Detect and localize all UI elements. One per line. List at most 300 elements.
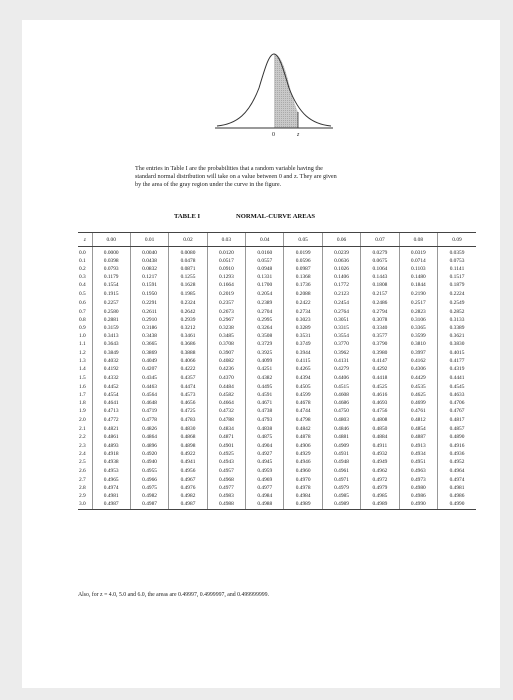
area-cell: 0.4706	[438, 399, 476, 407]
z-value-cell: 1.4	[79, 366, 86, 373]
area-cell: 0.2910	[130, 316, 168, 324]
area-cell: 0.3531	[284, 332, 322, 340]
area-cell: 0.4934	[399, 450, 437, 458]
area-cell: 0.1217	[130, 273, 168, 281]
z-value-cell: 0.5	[79, 290, 86, 297]
area-cell: 0.4932	[361, 450, 399, 458]
area-cell: 0.4484	[207, 382, 245, 391]
area-cell: 0.4738	[246, 407, 284, 415]
area-cell: 0.4983	[207, 492, 245, 500]
area-cell: 0.3461	[169, 332, 207, 340]
intro-line: standard normal distribution will take on a value between 0 and z. They are given	[135, 173, 337, 181]
area-cell: 0.4979	[322, 484, 360, 492]
z-value-cell: 1.6	[79, 383, 86, 390]
area-cell: 0.4015	[438, 349, 476, 357]
area-cell: 0.1591	[130, 281, 168, 289]
area-cell: 0.2611	[130, 307, 168, 315]
table-row	[78, 467, 476, 476]
intro-line: The entries in Table I are the probabilities that a random variable having the	[135, 165, 323, 172]
area-cell: 0.2580	[92, 307, 130, 315]
table-row	[78, 500, 476, 510]
area-cell: 0.4066	[169, 357, 207, 365]
area-cell: 0.2881	[92, 316, 130, 324]
area-cell: 0.1700	[246, 281, 284, 289]
area-cell: 0.3413	[92, 332, 130, 340]
area-cell: 0.4987	[130, 500, 168, 510]
area-cell: 0.4893	[92, 442, 130, 450]
z-value-cell: 2.4	[79, 450, 86, 457]
area-cell: 0.4931	[322, 450, 360, 458]
area-cell: 0.0279	[361, 247, 399, 258]
area-cell: 0.4732	[207, 407, 245, 415]
normal-curve-areas-table	[78, 232, 476, 510]
area-cell: 0.4913	[399, 442, 437, 450]
area-cell: 0.4976	[169, 484, 207, 492]
area-cell: 0.4909	[322, 442, 360, 450]
area-cell: 0.4693	[361, 399, 399, 407]
area-cell: 0.4987	[169, 500, 207, 510]
area-cell: 0.4750	[322, 407, 360, 415]
area-cell: 0.3962	[322, 349, 360, 357]
area-cell: 0.3888	[169, 349, 207, 357]
area-cell: 0.4945	[246, 458, 284, 467]
area-cell: 0.3830	[438, 340, 476, 349]
area-cell: 0.4251	[246, 365, 284, 373]
area-cell: 0.2549	[438, 298, 476, 307]
area-cell: 0.0557	[246, 257, 284, 265]
area-cell: 0.1628	[169, 281, 207, 289]
column-header: 0.06	[322, 233, 360, 247]
area-cell: 0.4962	[361, 467, 399, 476]
area-cell: 0.4986	[438, 492, 476, 500]
area-cell: 0.0871	[169, 265, 207, 273]
area-cell: 0.4306	[399, 365, 437, 373]
area-cell: 0.3078	[361, 316, 399, 324]
area-cell: 0.0000	[92, 247, 130, 258]
area-cell: 0.4357	[169, 373, 207, 382]
area-cell: 0.4725	[169, 407, 207, 415]
area-cell: 0.4641	[92, 399, 130, 407]
z-value-cell: 0.9	[79, 324, 86, 331]
area-cell: 0.0160	[246, 247, 284, 258]
z-value-cell: 0.0	[79, 250, 86, 257]
area-cell: 0.2389	[246, 298, 284, 307]
area-cell: 0.4955	[130, 467, 168, 476]
table-header-row	[78, 233, 476, 247]
area-cell: 0.3849	[92, 349, 130, 357]
area-cell: 0.1406	[322, 273, 360, 281]
area-cell: 0.4984	[246, 492, 284, 500]
area-cell: 0.3925	[246, 349, 284, 357]
table-row	[78, 324, 476, 332]
z-value-cell: 0.7	[79, 308, 86, 315]
area-cell: 0.4162	[399, 357, 437, 365]
area-cell: 0.4978	[284, 484, 322, 492]
area-cell: 0.4925	[207, 450, 245, 458]
area-cell: 0.2995	[246, 316, 284, 324]
area-cell: 0.2088	[284, 289, 322, 298]
area-cell: 0.1915	[92, 289, 130, 298]
area-cell: 0.4834	[207, 424, 245, 433]
area-cell: 0.3289	[284, 324, 322, 332]
area-cell: 0.3790	[361, 340, 399, 349]
area-cell: 0.4850	[361, 424, 399, 433]
z-value-cell: 2.9	[79, 492, 86, 499]
area-cell: 0.3485	[207, 332, 245, 340]
area-cell: 0.2019	[207, 289, 245, 298]
area-cell: 0.4382	[246, 373, 284, 382]
area-cell: 0.4772	[92, 415, 130, 424]
area-cell: 0.4871	[207, 433, 245, 441]
z-value-cell: 0.1	[79, 258, 86, 265]
area-cell: 0.4147	[361, 357, 399, 365]
area-cell: 0.4982	[169, 492, 207, 500]
area-cell: 0.2157	[361, 289, 399, 298]
area-cell: 0.4911	[361, 442, 399, 450]
area-cell: 0.4778	[130, 415, 168, 424]
column-header-z: z	[78, 233, 92, 247]
area-cell: 0.3770	[322, 340, 360, 349]
area-cell: 0.0987	[284, 265, 322, 273]
area-cell: 0.4938	[92, 458, 130, 467]
area-cell: 0.4966	[130, 476, 168, 484]
intro-line: by the area of the gray region under the curve in the figure.	[135, 181, 282, 189]
area-cell: 0.4591	[246, 391, 284, 399]
area-cell: 0.4941	[169, 458, 207, 467]
area-cell: 0.3315	[322, 324, 360, 332]
area-cell: 0.4918	[92, 450, 130, 458]
area-cell: 0.4370	[207, 373, 245, 382]
column-header: 0.07	[361, 233, 399, 247]
area-cell: 0.4515	[322, 382, 360, 391]
area-cell: 0.4744	[284, 407, 322, 415]
area-cell: 0.4599	[284, 391, 322, 399]
area-cell: 0.4345	[130, 373, 168, 382]
area-cell: 0.3023	[284, 316, 322, 324]
table-row	[78, 365, 476, 373]
area-cell: 0.1368	[284, 273, 322, 281]
area-cell: 0.2357	[207, 298, 245, 307]
area-cell: 0.0910	[207, 265, 245, 273]
area-cell: 0.4192	[92, 365, 130, 373]
z-label: z	[297, 132, 300, 138]
area-cell: 0.2054	[246, 289, 284, 298]
area-cell: 0.0199	[284, 247, 322, 258]
area-cell: 0.4441	[438, 373, 476, 382]
area-cell: 0.4857	[438, 424, 476, 433]
area-cell: 0.4713	[92, 407, 130, 415]
area-cell: 0.2673	[207, 307, 245, 315]
area-cell: 0.1554	[92, 281, 130, 289]
area-cell: 0.4981	[438, 484, 476, 492]
area-cell: 0.4115	[284, 357, 322, 365]
area-cell: 0.4788	[207, 415, 245, 424]
area-cell: 0.4573	[169, 391, 207, 399]
area-cell: 0.4936	[438, 450, 476, 458]
area-cell: 0.4817	[438, 415, 476, 424]
column-header: 0.03	[207, 233, 245, 247]
area-cell: 0.4956	[169, 467, 207, 476]
area-cell: 0.1808	[361, 281, 399, 289]
table-row	[78, 265, 476, 273]
area-cell: 0.2190	[399, 289, 437, 298]
area-cell: 0.4949	[361, 458, 399, 467]
area-cell: 0.1331	[246, 273, 284, 281]
area-cell: 0.0596	[284, 257, 322, 265]
z-value-cell: 1.7	[79, 392, 86, 399]
area-cell: 0.2291	[130, 298, 168, 307]
area-cell: 0.4671	[246, 399, 284, 407]
area-cell: 0.4463	[130, 382, 168, 391]
area-cell: 0.4875	[246, 433, 284, 441]
area-cell: 0.0398	[92, 257, 130, 265]
z-value-cell: 2.7	[79, 476, 86, 483]
area-cell: 0.0478	[169, 257, 207, 265]
area-cell: 0.4525	[361, 382, 399, 391]
area-cell: 0.4767	[438, 407, 476, 415]
area-cell: 0.3729	[246, 340, 284, 349]
area-cell: 0.2123	[322, 289, 360, 298]
area-cell: 0.1443	[361, 273, 399, 281]
area-cell: 0.4959	[246, 467, 284, 476]
area-cell: 0.0438	[130, 257, 168, 265]
z-value-cell: 0.2	[79, 266, 86, 273]
area-cell: 0.4979	[361, 484, 399, 492]
area-cell: 0.3749	[284, 340, 322, 349]
area-cell: 0.4495	[246, 382, 284, 391]
area-cell: 0.0080	[169, 247, 207, 258]
z-value-cell: 0.3	[79, 274, 86, 281]
area-cell: 0.4535	[399, 382, 437, 391]
area-cell: 0.0120	[207, 247, 245, 258]
document-page	[22, 20, 500, 688]
area-cell: 0.3621	[438, 332, 476, 340]
area-cell: 0.3051	[322, 316, 360, 324]
z-value-cell: 2.0	[79, 416, 86, 423]
table-row	[78, 332, 476, 340]
area-cell: 0.4988	[207, 500, 245, 510]
area-cell: 0.4545	[438, 382, 476, 391]
area-cell: 0.4821	[92, 424, 130, 433]
area-cell: 0.1293	[207, 273, 245, 281]
z-value-cell: 3.0	[78, 500, 92, 510]
table-title: NORMAL-CURVE AREAS	[236, 213, 316, 220]
area-cell: 0.4864	[130, 433, 168, 441]
area-cell: 0.4920	[130, 450, 168, 458]
area-cell: 0.4890	[438, 433, 476, 441]
area-cell: 0.2939	[169, 316, 207, 324]
table-number: TABLE I	[174, 213, 201, 220]
area-cell: 0.4656	[169, 399, 207, 407]
area-cell: 0.4826	[130, 424, 168, 433]
area-cell: 0.1064	[361, 265, 399, 273]
table-row	[78, 391, 476, 399]
area-cell: 0.1026	[322, 265, 360, 273]
area-cell: 0.4616	[361, 391, 399, 399]
area-cell: 0.4564	[130, 391, 168, 399]
area-cell: 0.0359	[438, 247, 476, 258]
area-cell: 0.4981	[92, 492, 130, 500]
area-cell: 0.4868	[169, 433, 207, 441]
area-cell: 0.4901	[207, 442, 245, 450]
area-cell: 0.4830	[169, 424, 207, 433]
z-value-cell: 1.5	[79, 374, 86, 381]
area-cell: 0.3599	[399, 332, 437, 340]
area-cell: 0.4236	[207, 365, 245, 373]
column-header: 0.05	[284, 233, 322, 247]
area-cell: 0.4973	[399, 476, 437, 484]
area-cell: 0.4808	[361, 415, 399, 424]
table-row	[78, 476, 476, 484]
intro-paragraph	[135, 165, 435, 190]
table-row	[78, 281, 476, 289]
area-cell: 0.0517	[207, 257, 245, 265]
column-header: 0.01	[130, 233, 168, 247]
z-value-cell: 2.5	[79, 459, 86, 466]
table-row	[78, 407, 476, 415]
area-cell: 0.4678	[284, 399, 322, 407]
area-cell: 0.4985	[322, 492, 360, 500]
area-cell: 0.4965	[92, 476, 130, 484]
table-row	[78, 257, 476, 265]
area-cell: 0.0753	[438, 257, 476, 265]
table-row	[78, 289, 476, 298]
area-cell: 0.1879	[438, 281, 476, 289]
area-cell: 0.4990	[438, 500, 476, 510]
area-cell: 0.2794	[361, 307, 399, 315]
area-cell: 0.4960	[284, 467, 322, 476]
area-cell: 0.0832	[130, 265, 168, 273]
area-cell: 0.4177	[438, 357, 476, 365]
area-cell: 0.4798	[284, 415, 322, 424]
area-cell: 0.0714	[399, 257, 437, 265]
area-cell: 0.2517	[399, 298, 437, 307]
area-cell: 0.1664	[207, 281, 245, 289]
area-cell: 0.4968	[207, 476, 245, 484]
area-cell: 0.2224	[438, 289, 476, 298]
area-cell: 0.4904	[246, 442, 284, 450]
area-cell: 0.4989	[361, 500, 399, 510]
area-cell: 0.3106	[399, 316, 437, 324]
area-cell: 0.0239	[322, 247, 360, 258]
area-cell: 0.4898	[169, 442, 207, 450]
table-row	[78, 316, 476, 324]
table-row	[78, 424, 476, 433]
area-cell: 0.1517	[438, 273, 476, 281]
area-cell: 0.4648	[130, 399, 168, 407]
table-row	[78, 442, 476, 450]
area-cell: 0.4505	[284, 382, 322, 391]
area-cell: 0.2852	[438, 307, 476, 315]
area-cell: 0.4406	[322, 373, 360, 382]
z-value-cell: 2.6	[79, 468, 86, 475]
area-cell: 0.3577	[361, 332, 399, 340]
area-cell: 0.1950	[130, 289, 168, 298]
area-cell: 0.1480	[399, 273, 437, 281]
area-cell: 0.4452	[92, 382, 130, 391]
area-cell: 0.4972	[361, 476, 399, 484]
area-cell: 0.3643	[92, 340, 130, 349]
area-cell: 0.4838	[246, 424, 284, 433]
area-cell: 0.4664	[207, 399, 245, 407]
area-cell: 0.4222	[169, 365, 207, 373]
area-cell: 0.4963	[399, 467, 437, 476]
area-cell: 0.4987	[92, 500, 130, 510]
area-cell: 0.0793	[92, 265, 130, 273]
area-cell: 0.4980	[399, 484, 437, 492]
area-cell: 0.4927	[246, 450, 284, 458]
table-row	[78, 458, 476, 467]
area-cell: 0.3238	[207, 324, 245, 332]
area-cell: 0.4554	[92, 391, 130, 399]
z-value-cell: 1.2	[79, 349, 86, 356]
area-cell: 0.3264	[246, 324, 284, 332]
table-row	[78, 307, 476, 315]
table-row	[78, 399, 476, 407]
z-value-cell: 2.1	[79, 425, 86, 432]
area-cell: 0.1772	[322, 281, 360, 289]
area-cell: 0.4975	[130, 484, 168, 492]
area-cell: 0.4971	[322, 476, 360, 484]
area-cell: 0.4099	[246, 357, 284, 365]
area-cell: 0.3997	[399, 349, 437, 357]
area-cell: 0.4984	[284, 492, 322, 500]
table-row	[78, 340, 476, 349]
area-cell: 0.2764	[322, 307, 360, 315]
table-row	[78, 382, 476, 391]
table-row	[78, 450, 476, 458]
z-value-cell: 0.6	[79, 299, 86, 306]
area-cell: 0.4943	[207, 458, 245, 467]
area-cell: 0.3907	[207, 349, 245, 357]
area-cell: 0.2324	[169, 298, 207, 307]
area-cell: 0.3980	[361, 349, 399, 357]
table-row	[78, 484, 476, 492]
area-cell: 0.4633	[438, 391, 476, 399]
area-cell: 0.3508	[246, 332, 284, 340]
area-cell: 0.4429	[399, 373, 437, 382]
table-row	[78, 492, 476, 500]
table-row	[78, 433, 476, 441]
normal-curve-figure	[209, 40, 339, 140]
table-row	[78, 349, 476, 357]
area-cell: 0.4906	[284, 442, 322, 450]
area-cell: 0.4756	[361, 407, 399, 415]
area-cell: 0.4854	[399, 424, 437, 433]
area-cell: 0.1179	[92, 273, 130, 281]
area-cell: 0.4474	[169, 382, 207, 391]
area-cell: 0.1844	[399, 281, 437, 289]
z-value-cell: 1.0	[79, 332, 86, 339]
area-cell: 0.4946	[284, 458, 322, 467]
area-cell: 0.3365	[399, 324, 437, 332]
area-cell: 0.2486	[361, 298, 399, 307]
area-cell: 0.4988	[246, 500, 284, 510]
area-cell: 0.4940	[130, 458, 168, 467]
area-cell: 0.3340	[361, 324, 399, 332]
area-cell: 0.3186	[130, 324, 168, 332]
area-cell: 0.4989	[284, 500, 322, 510]
area-cell: 0.4929	[284, 450, 322, 458]
area-cell: 0.1103	[399, 265, 437, 273]
area-cell: 0.4793	[246, 415, 284, 424]
column-header: 0.04	[246, 233, 284, 247]
area-cell: 0.2823	[399, 307, 437, 315]
area-cell: 0.2967	[207, 316, 245, 324]
area-cell: 0.4265	[284, 365, 322, 373]
table-row	[78, 247, 476, 258]
z-value-cell: 0.4	[79, 282, 86, 289]
